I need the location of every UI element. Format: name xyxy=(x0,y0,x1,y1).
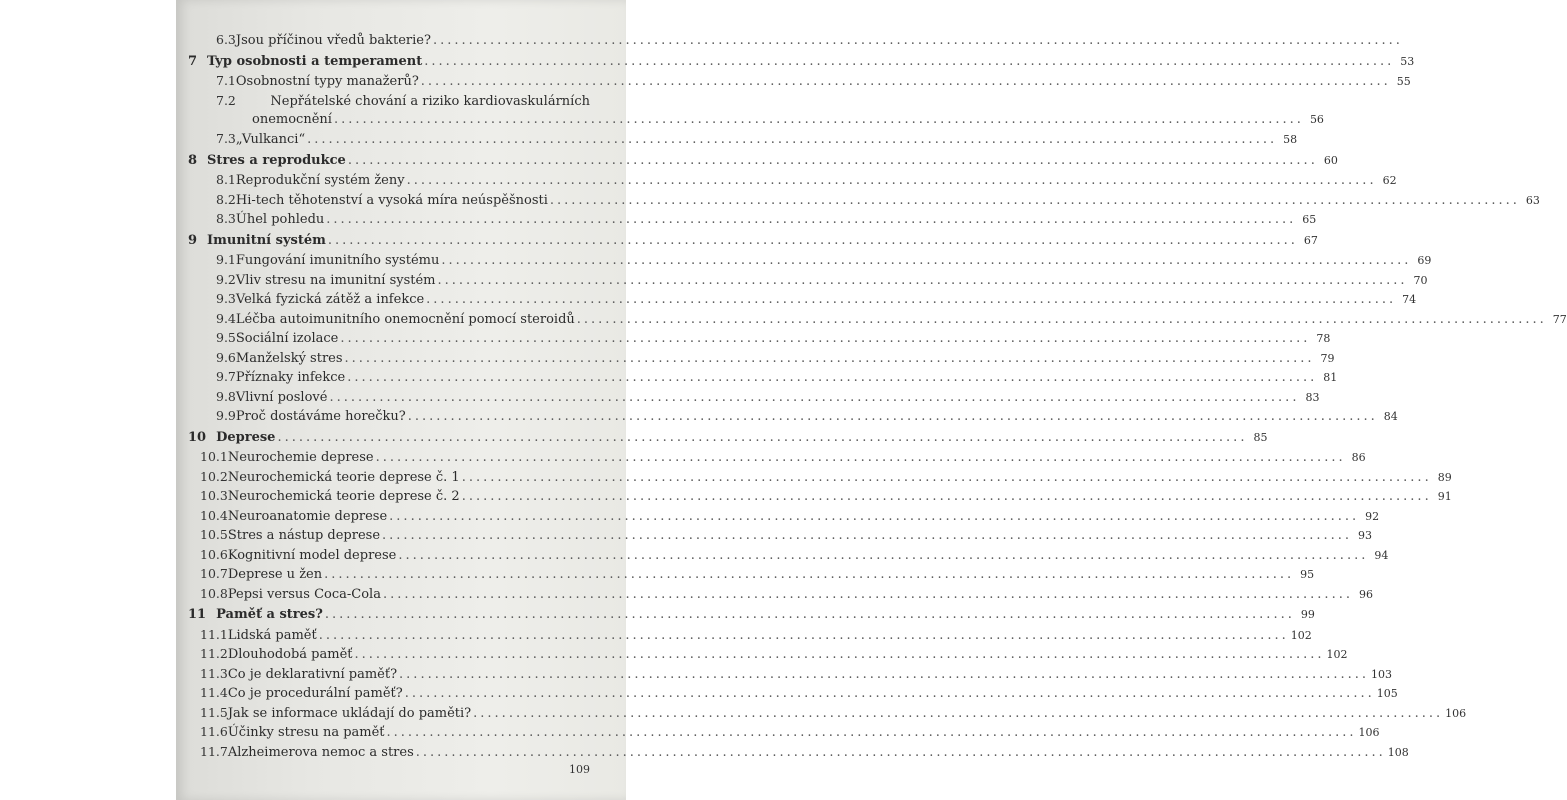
toc-section xyxy=(188,369,1338,389)
toc-title: Osobnostní typy manažerů? xyxy=(235,74,419,89)
toc-page-number: 63 xyxy=(1525,193,1540,207)
toc-number: 10.7 xyxy=(200,566,228,581)
toc-chapter xyxy=(188,152,1338,173)
toc-title: Co je deklarativní paměť? xyxy=(227,666,398,682)
toc-page-number: 93 xyxy=(1358,529,1373,542)
toc-page-number: 86 xyxy=(1351,451,1366,464)
toc-section xyxy=(188,32,590,52)
toc-section xyxy=(188,271,1428,292)
toc-number: 9.5 xyxy=(216,330,236,345)
toc-number: 9.7 xyxy=(216,369,236,384)
toc-trailing-page xyxy=(188,763,590,777)
leader-dots xyxy=(326,212,1296,227)
toc-section xyxy=(188,310,1567,331)
leader-dots xyxy=(462,489,1432,504)
toc-section xyxy=(188,291,1417,311)
toc-page-number: 106 xyxy=(1358,726,1380,739)
toc-title: Neurochemická teorie deprese č. 1 xyxy=(227,469,460,485)
toc-title: Deprese xyxy=(216,429,276,445)
leader-dots xyxy=(424,54,1394,69)
toc-number: 10.4 xyxy=(200,507,228,523)
toc-number: 8.1 xyxy=(216,172,236,187)
toc-page-number: 102 xyxy=(1326,648,1348,661)
toc-title: Úhel pohledu xyxy=(235,212,325,227)
toc-page-number: 103 xyxy=(1371,667,1393,681)
toc-page-number: 81 xyxy=(1323,371,1338,384)
toc-number: 7.3 xyxy=(216,131,236,146)
toc-section xyxy=(188,507,1380,528)
toc-section xyxy=(188,704,1467,725)
toc-page-number: 69 xyxy=(1417,254,1432,267)
leader-dots xyxy=(462,470,1432,485)
toc-title: Příznaky infekce xyxy=(235,370,346,385)
toc-title: Dlouhodobá paměť xyxy=(227,647,353,662)
leader-dots xyxy=(577,312,1547,327)
toc-section xyxy=(188,449,1366,469)
toc-section xyxy=(188,92,1324,132)
leader-dots xyxy=(438,273,1408,288)
leader-dots xyxy=(382,528,1352,543)
toc-title-continued: onemocnění xyxy=(252,112,332,127)
toc-number: 11.5 xyxy=(200,704,228,720)
toc-number: 11.4 xyxy=(200,685,228,700)
leader-dots xyxy=(347,370,1317,385)
toc-number: 9.3 xyxy=(216,291,236,306)
leader-dots xyxy=(383,587,1353,602)
leader-dots xyxy=(340,331,1310,346)
toc-title: Hi-tech těhotenství a vysoká míra neúspěšnosti xyxy=(235,192,548,208)
toc-title: Neurochemie deprese xyxy=(227,450,374,465)
toc-page-number: 70 xyxy=(1413,273,1428,287)
toc-number: 10.3 xyxy=(200,488,228,503)
toc-title: Typ osobnosti a temperament xyxy=(207,53,423,69)
toc-section xyxy=(188,349,1335,370)
toc-page-number: 53 xyxy=(1400,54,1415,68)
toc-title: Velká fyzická zátěž a infekce xyxy=(235,292,425,307)
toc-page-number: 77 xyxy=(1552,312,1567,326)
toc-section xyxy=(188,646,1348,666)
toc-page-number: 95 xyxy=(1300,568,1315,581)
toc-title: Neuroanatomie deprese xyxy=(227,508,388,524)
toc-page-number: 99 xyxy=(1300,608,1315,621)
toc-page-number: 91 xyxy=(1437,490,1452,503)
toc-title: Reprodukční systém ženy xyxy=(235,173,405,188)
toc-page-number: 74 xyxy=(1402,293,1417,306)
toc-section xyxy=(188,408,1398,428)
leader-dots xyxy=(325,607,1295,622)
toc-section xyxy=(188,488,1452,508)
toc-section xyxy=(188,743,1409,764)
toc-number: 8.2 xyxy=(216,191,236,207)
toc-page-number: 56 xyxy=(1309,113,1324,126)
toc-section xyxy=(188,665,1393,686)
leader-dots xyxy=(398,548,1368,563)
leader-dots xyxy=(387,725,1357,740)
toc-number: 7 xyxy=(188,53,198,69)
toc-number: 9.6 xyxy=(216,349,236,365)
toc-chapter xyxy=(188,232,1318,253)
toc-number: 11 xyxy=(188,607,207,622)
toc-page-number: 84 xyxy=(1383,410,1398,423)
toc-title: Pepsi versus Coca-Cola xyxy=(227,586,381,602)
leader-dots xyxy=(328,233,1298,248)
toc-section xyxy=(188,172,1397,192)
toc-title: Neurochemická teorie deprese č. 2 xyxy=(227,489,460,504)
toc-chapter xyxy=(188,53,1415,74)
toc-page-number: 92 xyxy=(1365,509,1380,523)
leader-dots xyxy=(405,686,1375,701)
toc-page-number: 89 xyxy=(1437,470,1452,484)
leader-dots xyxy=(421,74,1391,89)
leader-dots xyxy=(319,628,1289,643)
toc-title: Jsou příčinou vředů bakterie? xyxy=(235,33,431,48)
toc-number: 9 xyxy=(188,232,198,248)
toc-title: Stres a reprodukce xyxy=(207,152,346,168)
toc-number: 10.8 xyxy=(200,585,228,601)
leader-dots xyxy=(348,153,1318,168)
leader-dots xyxy=(441,253,1411,268)
toc-section xyxy=(188,585,1373,606)
toc-number: 10.5 xyxy=(200,527,228,542)
toc-number: 9.1 xyxy=(216,252,236,267)
toc-number: 10.6 xyxy=(200,546,228,562)
toc-number: 6.3 xyxy=(216,32,236,47)
toc-number: 9.2 xyxy=(216,271,236,287)
toc-section xyxy=(188,468,1452,489)
toc-number: 11.2 xyxy=(200,646,228,661)
toc-title: Alzheimerova nemoc a stres xyxy=(227,744,414,760)
toc-title: Léčba autoimunitního onemocnění pomocí steroidů xyxy=(235,311,575,327)
toc-section xyxy=(188,724,1380,744)
toc-page-number: 106 xyxy=(1445,706,1467,720)
leader-dots xyxy=(408,409,1378,424)
toc-number: 9.8 xyxy=(216,388,236,404)
toc-title: Sociální izolace xyxy=(235,331,339,346)
toc-title: Jak se informace ukládají do paměti? xyxy=(227,705,472,721)
toc-number: 11.7 xyxy=(200,743,228,759)
toc-page-number: 60 xyxy=(1323,153,1338,167)
toc-number: 7.2 xyxy=(216,92,236,108)
toc-title: Vliv stresu na imunitní systém xyxy=(235,272,436,288)
toc-section xyxy=(188,73,1411,93)
leader-dots xyxy=(277,430,1247,445)
toc-page-number: 85 xyxy=(1253,430,1268,444)
toc-number: 11.3 xyxy=(200,665,228,681)
toc-title: Proč dostáváme horečku? xyxy=(235,409,406,424)
leader-dots xyxy=(550,193,1520,208)
toc-number: 9.4 xyxy=(216,310,236,326)
toc-title: Kognitivní model deprese xyxy=(227,547,397,563)
toc-page-number: 67 xyxy=(1303,233,1318,247)
toc-page-number: 105 xyxy=(1376,687,1398,700)
toc-title: Lidská paměť xyxy=(227,627,317,643)
toc-section xyxy=(188,626,1312,647)
toc-section xyxy=(188,388,1320,409)
toc-number: 9.9 xyxy=(216,408,236,423)
toc-section xyxy=(188,252,1432,272)
toc-number: 8.3 xyxy=(216,211,236,226)
toc-number: 11.6 xyxy=(200,724,228,739)
leader-dots xyxy=(345,351,1315,366)
toc-page-number: 94 xyxy=(1374,548,1389,562)
toc-title: „Vulkanci“ xyxy=(235,132,306,147)
toc-title: Vlivní poslové xyxy=(235,389,328,405)
toc-section xyxy=(188,131,1298,151)
toc-chapter xyxy=(188,607,1315,627)
leader-dots xyxy=(407,173,1377,188)
toc-title: Paměť a stres? xyxy=(216,607,323,622)
toc-title: Fungování imunitního systému xyxy=(235,253,440,268)
leader-dots xyxy=(473,706,1443,721)
toc-section xyxy=(188,527,1373,547)
toc-section xyxy=(188,191,1540,212)
toc-section xyxy=(188,685,1398,705)
toc-section xyxy=(188,546,1389,567)
toc-page-number: 78 xyxy=(1316,332,1331,345)
toc-title: Stres a nástup deprese xyxy=(227,528,381,543)
toc-number: 10 xyxy=(188,429,207,445)
toc-section xyxy=(188,566,1315,586)
toc-section xyxy=(188,330,1331,350)
toc-page-number: 58 xyxy=(1283,133,1298,146)
toc-page-number: 102 xyxy=(1290,628,1312,642)
toc-title: Co je procedurální paměť? xyxy=(227,686,403,701)
leader-dots xyxy=(307,132,1277,147)
toc-section xyxy=(188,211,1317,231)
leader-dots xyxy=(433,33,1403,48)
toc-number: 11.1 xyxy=(200,626,228,642)
toc-title: Nepřátelské chování a riziko kardiovaskulárních xyxy=(270,93,590,109)
toc-page-number: 96 xyxy=(1358,587,1373,601)
leader-dots xyxy=(329,390,1299,405)
leader-dots xyxy=(376,450,1346,465)
toc-number: 7.1 xyxy=(216,73,236,88)
toc-page-number: 65 xyxy=(1302,213,1317,226)
leader-dots xyxy=(334,112,1304,127)
leader-dots xyxy=(399,667,1369,682)
leader-dots xyxy=(416,745,1386,760)
toc-page-number: 55 xyxy=(1396,75,1411,88)
toc-number: 8 xyxy=(188,152,198,168)
table-of-contents xyxy=(188,32,1567,777)
leader-dots xyxy=(324,567,1294,582)
toc-title: Účinky stresu na paměť xyxy=(227,725,385,740)
toc-title: Imunitní systém xyxy=(207,232,326,248)
toc-page-number: 109 xyxy=(569,763,590,776)
toc-page-number: 83 xyxy=(1305,390,1320,404)
toc-number: 10.2 xyxy=(200,468,228,484)
toc-title: Manželský stres xyxy=(235,350,343,366)
leader-dots xyxy=(426,292,1396,307)
leader-dots xyxy=(355,647,1325,662)
toc-title: Deprese u žen xyxy=(227,567,323,582)
leader-dots xyxy=(389,509,1359,524)
toc-number: 10.1 xyxy=(200,449,228,464)
toc-chapter xyxy=(188,429,1268,450)
toc-page-number: 62 xyxy=(1382,174,1397,187)
toc-page-number: 79 xyxy=(1320,351,1335,365)
toc-page-number: 108 xyxy=(1387,745,1409,759)
